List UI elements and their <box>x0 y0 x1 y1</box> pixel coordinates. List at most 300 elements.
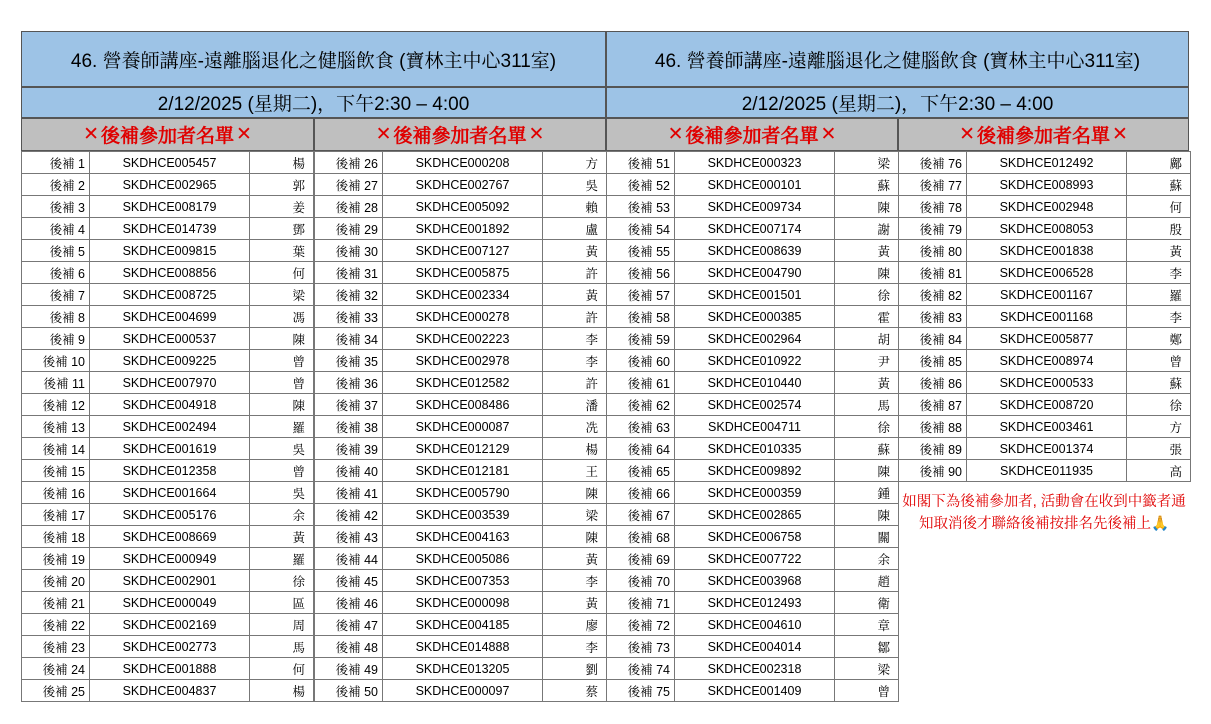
member-id: SKDHCE002318 <box>675 658 835 680</box>
table-row <box>315 658 607 680</box>
table-row <box>315 262 607 284</box>
member-surname: 陳 <box>835 504 899 526</box>
member-surname: 黃 <box>835 240 899 262</box>
table-row <box>315 526 607 548</box>
waitlist-number: 後補 41 <box>315 482 383 504</box>
table-row <box>607 504 899 526</box>
waitlist-number: 後補 53 <box>607 196 675 218</box>
table-row <box>607 658 899 680</box>
table-row <box>315 570 607 592</box>
waitlist-number: 後補 89 <box>899 438 967 460</box>
table-row <box>607 262 899 284</box>
table-row <box>607 592 899 614</box>
member-id: SKDHCE000087 <box>383 416 543 438</box>
table-row <box>899 262 1191 284</box>
waitlist-number: 後補 81 <box>899 262 967 284</box>
member-id: SKDHCE007353 <box>383 570 543 592</box>
table-row <box>899 152 1191 174</box>
member-id: SKDHCE011935 <box>967 460 1127 482</box>
member-id: SKDHCE000098 <box>383 592 543 614</box>
waitlist-number: 後補 49 <box>315 658 383 680</box>
member-surname: 黃 <box>250 526 314 548</box>
member-id: SKDHCE002767 <box>383 174 543 196</box>
table-row <box>315 504 607 526</box>
table-row <box>22 350 314 372</box>
table-row <box>315 614 607 636</box>
waitlist-number: 後補 42 <box>315 504 383 526</box>
waitlist-number: 後補 73 <box>607 636 675 658</box>
member-id: SKDHCE001168 <box>967 306 1127 328</box>
table-row <box>607 482 899 504</box>
member-surname: 鄒 <box>835 636 899 658</box>
cross-mark-icon: ✕ <box>1112 124 1128 145</box>
member-surname: 曾 <box>250 350 314 372</box>
table-row <box>607 372 899 394</box>
member-surname: 區 <box>250 592 314 614</box>
cross-mark-icon: ✕ <box>667 124 684 145</box>
member-id: SKDHCE000533 <box>967 372 1127 394</box>
member-id: SKDHCE004610 <box>675 614 835 636</box>
waitlist-column-2 <box>314 151 607 702</box>
member-surname: 潘 <box>543 394 607 416</box>
member-id: SKDHCE005457 <box>90 152 250 174</box>
member-surname: 李 <box>543 570 607 592</box>
table-row <box>22 680 314 702</box>
table-row <box>899 306 1191 328</box>
table-row <box>607 460 899 482</box>
member-id: SKDHCE000385 <box>675 306 835 328</box>
member-id: SKDHCE004185 <box>383 614 543 636</box>
event-title-right: 46. 營養師講座-遠離腦退化之健腦飲食 (寶林主中心311室) <box>606 31 1189 87</box>
waitlist-number: 後補 18 <box>22 526 90 548</box>
member-surname: 李 <box>543 350 607 372</box>
member-id: SKDHCE002494 <box>90 416 250 438</box>
table-row <box>899 394 1191 416</box>
cross-mark-icon: ✕ <box>528 124 545 145</box>
member-id: SKDHCE005086 <box>383 548 543 570</box>
member-surname: 章 <box>835 614 899 636</box>
title-row <box>21 31 1189 87</box>
waitlist-number: 後補 56 <box>607 262 675 284</box>
table-row <box>22 570 314 592</box>
waitlist-number: 後補 31 <box>315 262 383 284</box>
member-id: SKDHCE008053 <box>967 218 1127 240</box>
waitlist-column-4 <box>898 151 1191 482</box>
member-id: SKDHCE002773 <box>90 636 250 658</box>
member-surname: 曾 <box>250 460 314 482</box>
member-id: SKDHCE006528 <box>967 262 1127 284</box>
member-id: SKDHCE014888 <box>383 636 543 658</box>
member-surname: 鍾 <box>835 482 899 504</box>
member-surname: 徐 <box>250 570 314 592</box>
waitlist-number: 後補 70 <box>607 570 675 592</box>
table-row <box>22 306 314 328</box>
member-surname: 余 <box>835 548 899 570</box>
member-surname: 許 <box>543 262 607 284</box>
waitlist-number: 後補 83 <box>899 306 967 328</box>
member-surname: 方 <box>543 152 607 174</box>
table-row <box>607 614 899 636</box>
waitlist-number: 後補 64 <box>607 438 675 460</box>
table-row <box>607 416 899 438</box>
member-surname: 尹 <box>835 350 899 372</box>
member-surname: 關 <box>835 526 899 548</box>
member-surname: 楊 <box>250 152 314 174</box>
member-id: SKDHCE001167 <box>967 284 1127 306</box>
waitlist-number: 後補 78 <box>899 196 967 218</box>
member-id: SKDHCE008720 <box>967 394 1127 416</box>
table-row <box>607 284 899 306</box>
member-id: SKDHCE014739 <box>90 218 250 240</box>
waitlist-number: 後補 26 <box>315 152 383 174</box>
waitlist-number: 後補 44 <box>315 548 383 570</box>
member-surname: 何 <box>250 262 314 284</box>
member-id: SKDHCE009892 <box>675 460 835 482</box>
member-id: SKDHCE007174 <box>675 218 835 240</box>
table-row <box>22 284 314 306</box>
member-id: SKDHCE002978 <box>383 350 543 372</box>
waitlist-number: 後補 36 <box>315 372 383 394</box>
member-id: SKDHCE007127 <box>383 240 543 262</box>
event-title-left: 46. 營養師講座-遠離腦退化之健腦飲食 (寶林主中心311室) <box>21 31 606 87</box>
waitlist-number: 後補 46 <box>315 592 383 614</box>
member-id: SKDHCE000323 <box>675 152 835 174</box>
waitlist-number: 後補 13 <box>22 416 90 438</box>
waitlist-number: 後補 52 <box>607 174 675 196</box>
waitlist-header <box>21 118 314 151</box>
cross-mark-icon: ✕ <box>375 124 392 145</box>
member-id: SKDHCE000278 <box>383 306 543 328</box>
table-row <box>22 174 314 196</box>
table-row <box>607 680 899 702</box>
waitlist-number: 後補 34 <box>315 328 383 350</box>
member-surname: 羅 <box>1127 284 1191 306</box>
table-row <box>315 438 607 460</box>
table-row <box>607 152 899 174</box>
waitlist-column-3 <box>606 151 899 702</box>
waitlist-number: 後補 63 <box>607 416 675 438</box>
table-row <box>315 592 607 614</box>
member-surname: 蘇 <box>1127 174 1191 196</box>
waitlist-number: 後補 54 <box>607 218 675 240</box>
table-row <box>22 196 314 218</box>
waitlist-number: 後補 3 <box>22 196 90 218</box>
member-id: SKDHCE004014 <box>675 636 835 658</box>
member-surname: 梁 <box>543 504 607 526</box>
table-row <box>22 482 314 504</box>
waitlist-header-label: 後補參加者名單 <box>393 126 527 147</box>
waitlist-number: 後補 19 <box>22 548 90 570</box>
table-row <box>22 504 314 526</box>
waitlist-header-row <box>21 118 1189 151</box>
member-id: SKDHCE006758 <box>675 526 835 548</box>
member-id: SKDHCE004711 <box>675 416 835 438</box>
member-id: SKDHCE012582 <box>383 372 543 394</box>
member-surname: 廖 <box>543 614 607 636</box>
table-row <box>315 416 607 438</box>
table-row <box>607 306 899 328</box>
member-surname: 馬 <box>250 636 314 658</box>
table-row <box>22 328 314 350</box>
member-id: SKDHCE009815 <box>90 240 250 262</box>
event-datetime-right: 2/12/2025 (星期二)，下午2:30 – 4:00 <box>606 87 1189 118</box>
table-row <box>315 636 607 658</box>
waitlist-number: 後補 77 <box>899 174 967 196</box>
table-row <box>22 614 314 636</box>
member-id: SKDHCE003539 <box>383 504 543 526</box>
member-surname: 張 <box>1127 438 1191 460</box>
member-surname: 楊 <box>543 438 607 460</box>
table-row <box>22 416 314 438</box>
table-row <box>607 526 899 548</box>
member-id: SKDHCE004699 <box>90 306 250 328</box>
member-id: SKDHCE013205 <box>383 658 543 680</box>
waitlist-number: 後補 12 <box>22 394 90 416</box>
table-row <box>607 350 899 372</box>
waitlist-number: 後補 39 <box>315 438 383 460</box>
member-surname: 曾 <box>250 372 314 394</box>
member-id: SKDHCE008725 <box>90 284 250 306</box>
member-surname: 黃 <box>835 372 899 394</box>
member-id: SKDHCE010922 <box>675 350 835 372</box>
table-row <box>899 240 1191 262</box>
waitlist-number: 後補 1 <box>22 152 90 174</box>
member-id: SKDHCE012492 <box>967 152 1127 174</box>
member-id: SKDHCE001374 <box>967 438 1127 460</box>
table-row <box>22 152 314 174</box>
member-id: SKDHCE008856 <box>90 262 250 284</box>
waitlist-column-1 <box>21 151 314 702</box>
member-surname: 方 <box>1127 416 1191 438</box>
table-row <box>899 438 1191 460</box>
waitlist-header-label: 後補參加者名單 <box>100 126 234 147</box>
waitlist-table <box>21 151 314 702</box>
member-id: SKDHCE005176 <box>90 504 250 526</box>
waitlist-number: 後補 85 <box>899 350 967 372</box>
table-row <box>607 570 899 592</box>
member-id: SKDHCE012493 <box>675 592 835 614</box>
member-id: SKDHCE000097 <box>383 680 543 702</box>
waitlist-number: 後補 88 <box>899 416 967 438</box>
waitlist-number: 後補 87 <box>899 394 967 416</box>
event-datetime-left: 2/12/2025 (星期二)，下午2:30 – 4:00 <box>21 87 606 118</box>
table-row <box>315 460 607 482</box>
waitlist-number: 後補 20 <box>22 570 90 592</box>
table-row <box>315 174 607 196</box>
waitlist-number: 後補 35 <box>315 350 383 372</box>
member-id: SKDHCE001409 <box>675 680 835 702</box>
waitlist-number: 後補 43 <box>315 526 383 548</box>
waitlist-number: 後補 76 <box>899 152 967 174</box>
waitlist-number: 後補 75 <box>607 680 675 702</box>
table-row <box>315 284 607 306</box>
member-surname: 梁 <box>250 284 314 306</box>
member-id: SKDHCE000949 <box>90 548 250 570</box>
table-row <box>899 196 1191 218</box>
member-id: SKDHCE001501 <box>675 284 835 306</box>
member-surname: 何 <box>1127 196 1191 218</box>
member-surname: 陳 <box>543 482 607 504</box>
member-id: SKDHCE009225 <box>90 350 250 372</box>
waitlist-number: 後補 5 <box>22 240 90 262</box>
member-surname: 胡 <box>835 328 899 350</box>
waitlist-header <box>898 118 1189 151</box>
member-surname: 梁 <box>835 152 899 174</box>
waitlist-header-label: 後補參加者名單 <box>976 126 1110 147</box>
member-surname: 曾 <box>835 680 899 702</box>
member-id: SKDHCE003461 <box>967 416 1127 438</box>
waitlist-number: 後補 45 <box>315 570 383 592</box>
waitlist-number: 後補 86 <box>899 372 967 394</box>
member-id: SKDHCE001664 <box>90 482 250 504</box>
member-surname: 周 <box>250 614 314 636</box>
waitlist-table <box>606 151 899 702</box>
member-surname: 李 <box>1127 262 1191 284</box>
table-row <box>22 592 314 614</box>
waitlist-number: 後補 9 <box>22 328 90 350</box>
waitlist-number: 後補 14 <box>22 438 90 460</box>
table-row <box>315 196 607 218</box>
member-surname: 吳 <box>250 482 314 504</box>
member-surname: 陳 <box>250 394 314 416</box>
waitlist-number: 後補 27 <box>315 174 383 196</box>
member-surname: 馬 <box>835 394 899 416</box>
member-surname: 許 <box>543 306 607 328</box>
waitlist-number: 後補 62 <box>607 394 675 416</box>
waitlist-number: 後補 4 <box>22 218 90 240</box>
waitlist-number: 後補 50 <box>315 680 383 702</box>
member-id: SKDHCE002169 <box>90 614 250 636</box>
member-surname: 葉 <box>250 240 314 262</box>
date-row <box>21 87 1189 118</box>
waitlist-number: 後補 59 <box>607 328 675 350</box>
member-surname: 楊 <box>250 680 314 702</box>
member-id: SKDHCE002964 <box>675 328 835 350</box>
member-id: SKDHCE000101 <box>675 174 835 196</box>
table-row <box>22 526 314 548</box>
member-surname: 姜 <box>250 196 314 218</box>
member-id: SKDHCE005092 <box>383 196 543 218</box>
waitlist-number: 後補 55 <box>607 240 675 262</box>
table-row <box>22 636 314 658</box>
member-surname: 賴 <box>543 196 607 218</box>
member-surname: 劉 <box>543 658 607 680</box>
waitlist-number: 後補 7 <box>22 284 90 306</box>
waitlist-number: 後補 51 <box>607 152 675 174</box>
member-surname: 霍 <box>835 306 899 328</box>
member-surname: 陳 <box>543 526 607 548</box>
member-surname: 鄭 <box>1127 328 1191 350</box>
member-surname: 陳 <box>835 460 899 482</box>
table-row <box>22 658 314 680</box>
waitlist-number: 後補 71 <box>607 592 675 614</box>
table-row <box>607 394 899 416</box>
member-surname: 陳 <box>835 262 899 284</box>
member-id: SKDHCE005790 <box>383 482 543 504</box>
table-row <box>315 306 607 328</box>
member-id: SKDHCE002334 <box>383 284 543 306</box>
member-surname: 趙 <box>835 570 899 592</box>
waitlist-number: 後補 90 <box>899 460 967 482</box>
cross-mark-icon: ✕ <box>83 124 99 145</box>
table-row <box>899 328 1191 350</box>
member-id: SKDHCE000537 <box>90 328 250 350</box>
table-row <box>607 196 899 218</box>
waitlist-note: 如閣下為後補參加者, 活動會在收到中籤者通知取消後才聯絡後補按排名先後補上🙏 <box>902 494 1186 532</box>
member-id: SKDHCE009734 <box>675 196 835 218</box>
member-surname: 郭 <box>250 174 314 196</box>
table-row <box>315 152 607 174</box>
member-id: SKDHCE000208 <box>383 152 543 174</box>
member-id: SKDHCE010335 <box>675 438 835 460</box>
table-row <box>22 240 314 262</box>
waitlist-number: 後補 25 <box>22 680 90 702</box>
member-surname: 徐 <box>835 284 899 306</box>
waitlist-number: 後補 58 <box>607 306 675 328</box>
member-id: SKDHCE008179 <box>90 196 250 218</box>
member-surname: 蘇 <box>1127 372 1191 394</box>
waitlist-header <box>314 118 606 151</box>
member-id: SKDHCE003968 <box>675 570 835 592</box>
member-id: SKDHCE004837 <box>90 680 250 702</box>
table-row <box>22 372 314 394</box>
member-surname: 許 <box>543 372 607 394</box>
member-id: SKDHCE008669 <box>90 526 250 548</box>
member-id: SKDHCE010440 <box>675 372 835 394</box>
member-id: SKDHCE008993 <box>967 174 1127 196</box>
member-surname: 馮 <box>250 306 314 328</box>
waitlist-number: 後補 24 <box>22 658 90 680</box>
waitlist-number: 後補 17 <box>22 504 90 526</box>
waitlist-number: 後補 61 <box>607 372 675 394</box>
waitlist-number: 後補 80 <box>899 240 967 262</box>
waitlist-table <box>898 151 1191 482</box>
waitlist-number: 後補 72 <box>607 614 675 636</box>
member-surname: 謝 <box>835 218 899 240</box>
table-row <box>22 262 314 284</box>
member-surname: 曾 <box>1127 350 1191 372</box>
cross-mark-icon: ✕ <box>959 124 975 145</box>
member-surname: 殷 <box>1127 218 1191 240</box>
waitlist-number: 後補 40 <box>315 460 383 482</box>
member-surname: 陳 <box>835 196 899 218</box>
waitlist-number: 後補 65 <box>607 460 675 482</box>
waitlist-number: 後補 37 <box>315 394 383 416</box>
waitlist-number: 後補 74 <box>607 658 675 680</box>
member-id: SKDHCE012358 <box>90 460 250 482</box>
waitlist-number: 後補 32 <box>315 284 383 306</box>
member-id: SKDHCE005877 <box>967 328 1127 350</box>
member-id: SKDHCE008486 <box>383 394 543 416</box>
member-id: SKDHCE001892 <box>383 218 543 240</box>
table-row <box>607 548 899 570</box>
waitlist-number: 後補 8 <box>22 306 90 328</box>
table-row <box>899 460 1191 482</box>
member-surname: 盧 <box>543 218 607 240</box>
member-surname: 冼 <box>543 416 607 438</box>
member-id: SKDHCE000359 <box>675 482 835 504</box>
table-row <box>315 328 607 350</box>
waitlist-number: 後補 66 <box>607 482 675 504</box>
member-surname: 余 <box>250 504 314 526</box>
member-surname: 徐 <box>1127 394 1191 416</box>
waitlist-number: 後補 10 <box>22 350 90 372</box>
member-surname: 徐 <box>835 416 899 438</box>
member-surname: 蘇 <box>835 174 899 196</box>
member-id: SKDHCE001838 <box>967 240 1127 262</box>
member-id: SKDHCE001619 <box>90 438 250 460</box>
member-id: SKDHCE012181 <box>383 460 543 482</box>
